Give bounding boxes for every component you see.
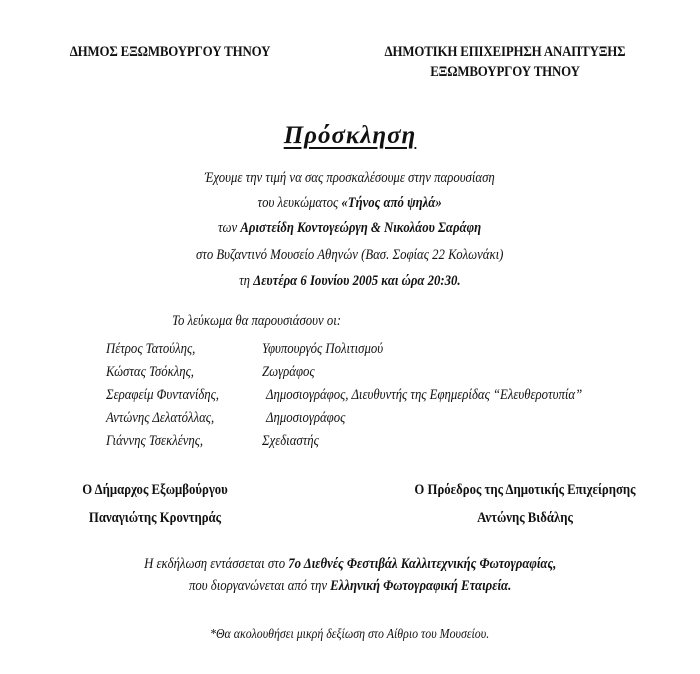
presenters-intro: Το λεύκωμα θα παρουσιάσουν οι:: [172, 313, 342, 329]
date-prefix: τη: [239, 273, 254, 289]
book-title: «Τήνος από ψηλά»: [341, 195, 443, 211]
organizer-name: Ελληνική Φωτογραφική Εταιρεία.: [330, 578, 512, 594]
mayor-name: Παναγιώτης Κροντηράς: [88, 510, 222, 526]
organizer-prefix: που διοργανώνεται από την: [188, 578, 331, 594]
presenter-name: Αντώνης Δελατόλλας,: [106, 410, 215, 426]
presenter-name: Γιάννης Τσεκλένης,: [106, 433, 204, 449]
enterprise-name-line2: ΕΞΩΜΒΟΥΡΓΟΥ ΤΗΝΟΥ: [430, 64, 580, 80]
mayor-title: Ο Δήμαρχος Εξωμβούργου: [82, 482, 228, 498]
festival-line-2: [0, 578, 700, 595]
presenter-role: Υφυπουργός Πολιτισμού: [262, 341, 384, 357]
event-date: Δευτέρα 6 Ιουνίου 2005 και ώρα 20:30.: [253, 273, 461, 289]
reception-footnote: *Θα ακολουθήσει μικρή δεξίωση στο Αίθριο του Μουσείου.: [210, 626, 490, 641]
presenter-role: Δημοσιογράφος: [266, 410, 346, 426]
president-name: Αντώνης Βιδάλης: [477, 510, 573, 526]
festival-line-1: [0, 556, 700, 573]
enterprise-name-line1: ΔΗΜΟΤΙΚΗ ΕΠΙΧΕΙΡΗΣΗ ΑΝΑΠΤΥΞΗΣ: [384, 44, 626, 60]
presenter-role: Σχεδιαστής: [262, 433, 319, 449]
invitation-line-4: [0, 247, 700, 264]
invitation-line-5: [0, 273, 700, 290]
authors: Αριστείδη Κοντογεώργη & Νικολάου Σαράφη: [240, 220, 482, 236]
book-prefix: του λευκώματος: [257, 195, 342, 211]
invitation-line-3: [0, 220, 700, 237]
presenter-name: Σεραφείμ Φυντανίδης,: [106, 387, 219, 403]
municipality-name: ΔΗΜΟΣ ΕΞΩΜΒΟΥΡΓΟΥ ΤΗΝΟΥ: [69, 44, 271, 60]
presenter-name: Κώστας Τσόκλης,: [106, 364, 194, 380]
festival-name: 7ο Διεθνές Φεστιβάλ Καλλιτεχνικής Φωτογραφίας,: [288, 556, 557, 572]
venue: στο Βυζαντινό Μουσείο Αθηνών (Βασ. Σοφίας 22 Κολωνάκι): [196, 247, 504, 263]
president-title: Ο Πρόεδρος της Δημοτικής Επιχείρησης: [414, 482, 636, 498]
presenter-name: Πέτρος Τατούλης,: [106, 341, 196, 357]
enterprise-header: [355, 42, 656, 82]
festival-prefix: Η εκδήλωση εντάσσεται στο: [143, 556, 289, 572]
authors-prefix: των: [218, 220, 241, 236]
municipality-header: [50, 42, 291, 62]
invitation-line-1: Έχουμε την τιμή να σας προσκαλέσουμε στην παρουσίαση: [205, 170, 495, 186]
presenter-role: Δημοσιογράφος, Διευθυντής της Εφημερίδας “Ελευθεροτυπία”: [266, 387, 583, 403]
invitation-line-2: [0, 195, 700, 212]
invitation-title: Πρόσκληση: [283, 122, 417, 149]
presenter-role: Ζωγράφος: [262, 364, 315, 380]
